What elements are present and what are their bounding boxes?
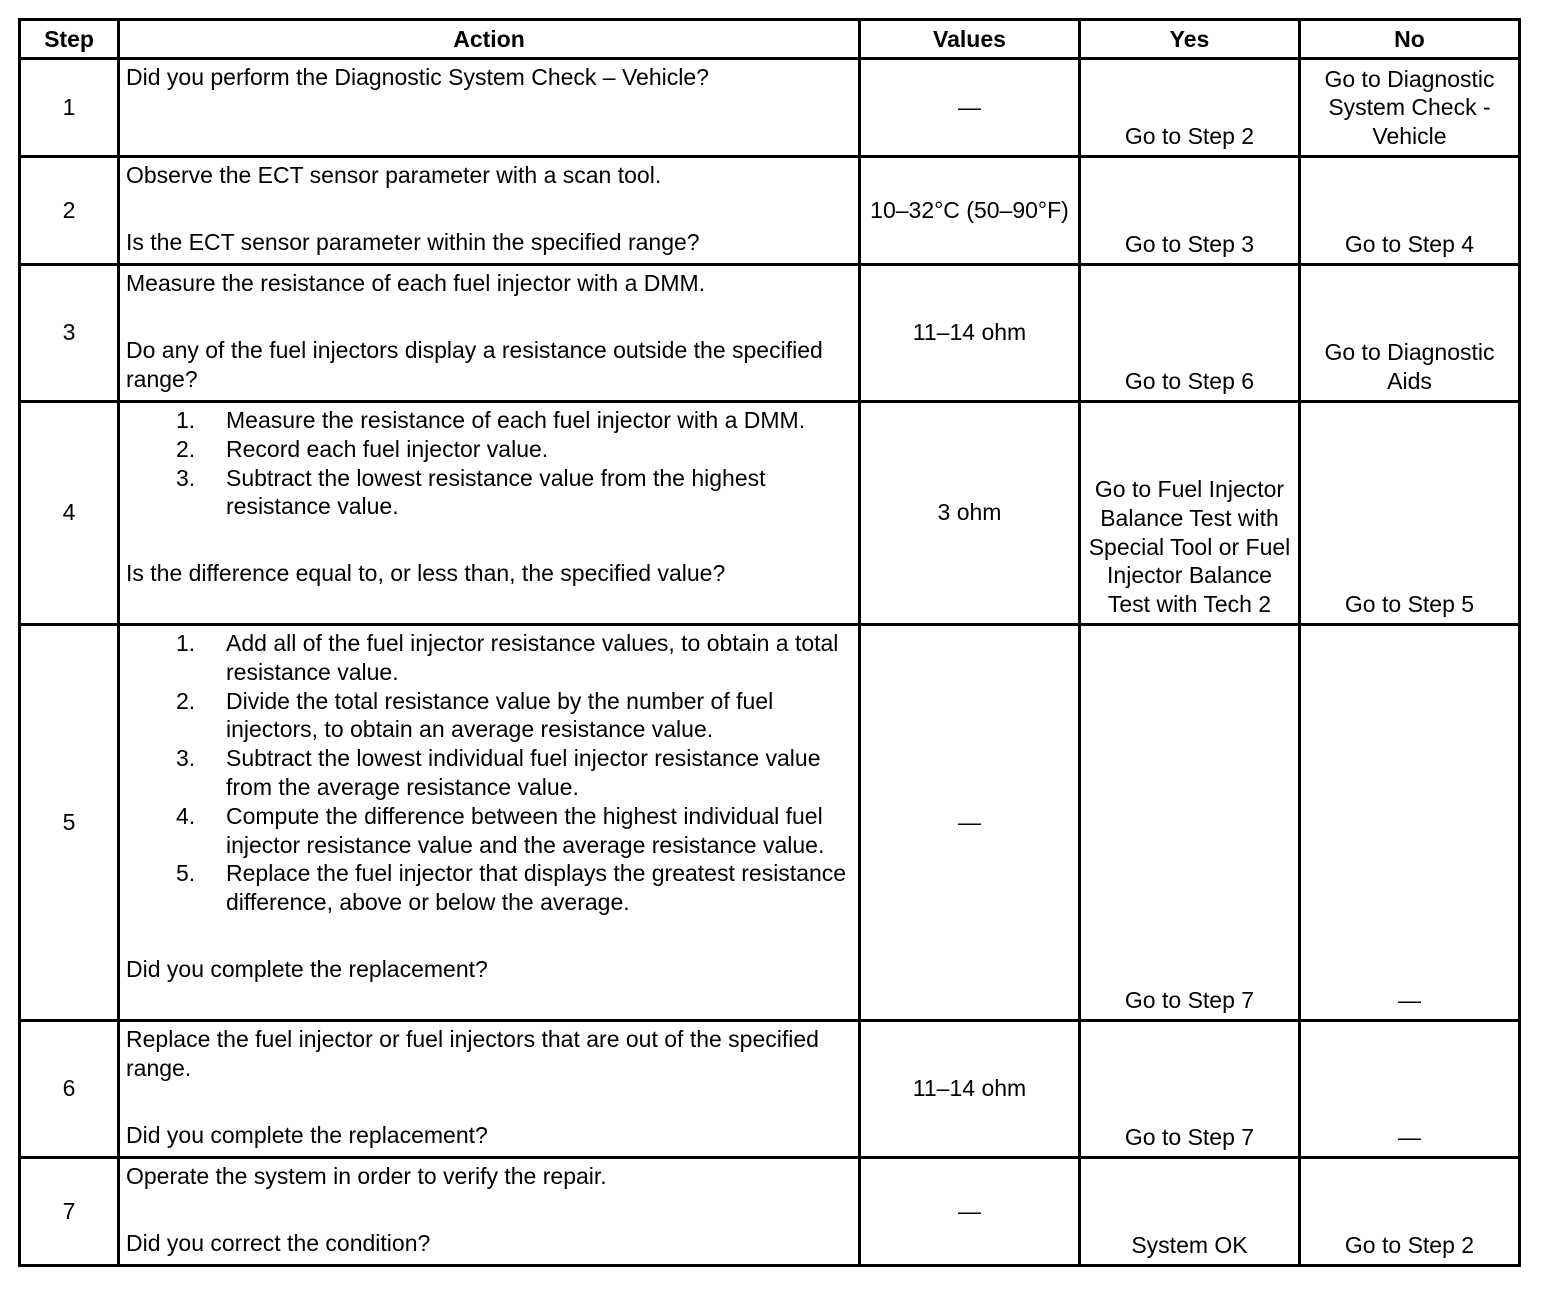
action-question: Is the difference equal to, or less than, the specified value? (126, 560, 726, 587)
action-question: Did you complete the replacement? (126, 1121, 488, 1148)
diagnostic-table (18, 18, 1521, 1267)
yes-cell: Go to Step 2 (1080, 59, 1300, 157)
list-item (126, 802, 852, 860)
no-cell: Go to Diagnostic Aids (1300, 265, 1520, 402)
action-cell (119, 1021, 860, 1158)
list-item-number: 3. (176, 745, 196, 772)
list-item-text: Add all of the fuel injector resistance values, to obtain a total resistance value. (226, 630, 839, 685)
list-item-text: Subtract the lowest resistance value from the highest resistance value. (226, 464, 766, 520)
values-cell: — (860, 1158, 1080, 1266)
list-item (126, 629, 852, 687)
list-item-number: 1. (176, 407, 196, 433)
action-question: Do any of the fuel injectors display a resistance outside the specified range? (126, 336, 823, 392)
list-item (126, 687, 852, 745)
table-row (20, 157, 1520, 265)
action-cell (119, 157, 860, 265)
table-row (20, 402, 1520, 625)
list-item-number: 2. (176, 687, 196, 714)
values-cell: — (860, 59, 1080, 157)
action-steps-list (126, 629, 852, 917)
table-row (20, 265, 1520, 402)
table-row (20, 59, 1520, 157)
list-item (126, 406, 852, 435)
action-cell (119, 625, 860, 1021)
list-item-text: Measure the resistance of each fuel injector with a DMM. (226, 407, 806, 433)
list-item-number: 5. (176, 860, 196, 887)
action-question: Did you correct the condition? (126, 1229, 431, 1256)
step-number: 5 (20, 625, 119, 1021)
header-row (20, 20, 1520, 59)
header-no: No (1300, 20, 1520, 59)
list-item (126, 464, 852, 522)
action-text: Did you perform the Diagnostic System Check – Vehicle? (126, 64, 709, 90)
values-cell: 11–14 ohm (860, 1021, 1080, 1158)
table-row (20, 1158, 1520, 1266)
list-item-number: 2. (176, 435, 196, 462)
action-cell (119, 1158, 860, 1266)
values-cell: — (860, 625, 1080, 1021)
step-number: 7 (20, 1158, 119, 1266)
no-cell: Go to Diagnostic System Check - Vehicle (1300, 59, 1520, 157)
action-cell (119, 402, 860, 625)
header-action: Action (119, 20, 860, 59)
step-number: 4 (20, 402, 119, 625)
header-values: Values (860, 20, 1080, 59)
no-cell: Go to Step 4 (1300, 157, 1520, 265)
list-item (126, 435, 852, 464)
table-row (20, 625, 1520, 1021)
list-item-text: Subtract the lowest individual fuel injector resistance value from the average resistance value. (226, 745, 821, 800)
action-steps-list (126, 406, 852, 521)
yes-cell: Go to Fuel Injector Balance Test with Special Tool or Fuel Injector Balance Test with Tech 2 (1080, 402, 1300, 625)
yes-cell: Go to Step 6 (1080, 265, 1300, 402)
yes-cell: System OK (1080, 1158, 1300, 1266)
values-cell: 10–32°C (50–90°F) (860, 157, 1080, 265)
header-yes: Yes (1080, 20, 1300, 59)
no-cell: Go to Step 2 (1300, 1158, 1520, 1266)
action-text: Measure the resistance of each fuel injector with a DMM. (126, 270, 706, 296)
action-cell (119, 59, 860, 157)
action-cell (119, 265, 860, 402)
yes-cell: Go to Step 7 (1080, 625, 1300, 1021)
list-item-text: Replace the fuel injector that displays the greatest resistance difference, above or below the average. (226, 860, 847, 916)
header-step: Step (20, 20, 119, 59)
list-item-number: 4. (176, 802, 196, 829)
yes-cell: Go to Step 7 (1080, 1021, 1300, 1158)
table-row (20, 1021, 1520, 1158)
list-item-text: Record each fuel injector value. (226, 435, 549, 462)
list-item-text: Divide the total resistance value by the number of fuel injectors, to obtain an average resistance value. (226, 687, 774, 743)
step-number: 1 (20, 59, 119, 157)
step-number: 2 (20, 157, 119, 265)
no-cell: Go to Step 5 (1300, 402, 1520, 625)
yes-cell: Go to Step 3 (1080, 157, 1300, 265)
list-item (126, 744, 852, 802)
no-cell: — (1300, 625, 1520, 1021)
action-text: Operate the system in order to verify the repair. (126, 1163, 607, 1189)
no-cell: — (1300, 1021, 1520, 1158)
action-question: Did you complete the replacement? (126, 955, 488, 982)
list-item-text: Compute the difference between the highest individual fuel injector resistance value and the average resistance value. (226, 802, 825, 858)
list-item-number: 3. (176, 464, 196, 491)
values-cell: 11–14 ohm (860, 265, 1080, 402)
step-number: 3 (20, 265, 119, 402)
action-text: Observe the ECT sensor parameter with a scan tool. (126, 162, 662, 188)
list-item (126, 859, 852, 917)
list-item-number: 1. (176, 630, 196, 656)
action-text: Replace the fuel injector or fuel injectors that are out of the specified range. (126, 1026, 819, 1081)
action-question: Is the ECT sensor parameter within the specified range? (126, 228, 700, 255)
values-cell: 3 ohm (860, 402, 1080, 625)
step-number: 6 (20, 1021, 119, 1158)
